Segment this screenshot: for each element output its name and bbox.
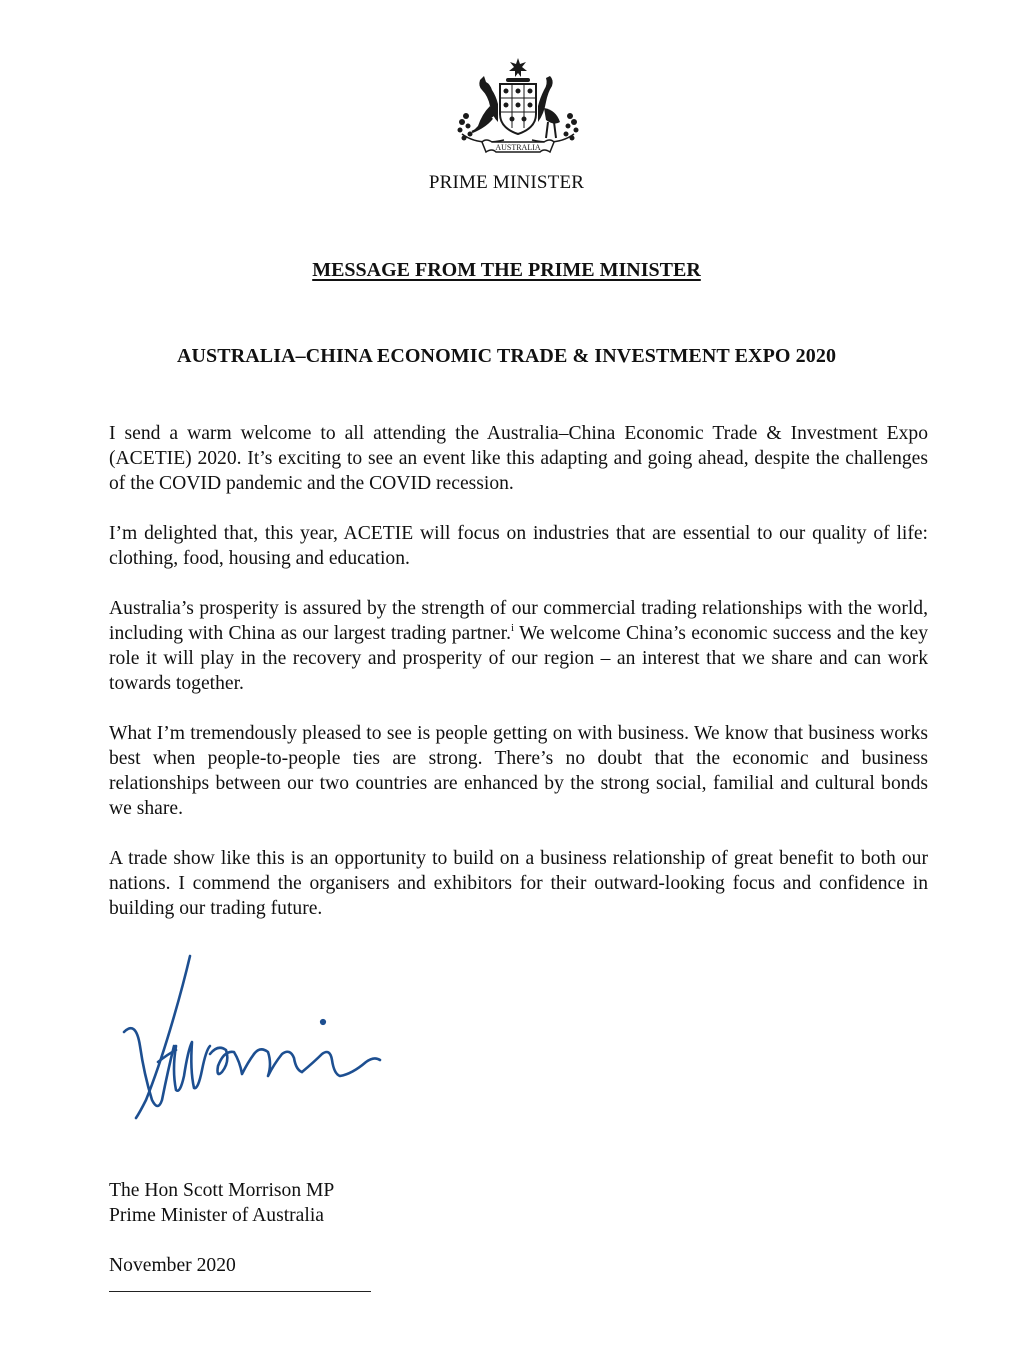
signoff-block (109, 1178, 334, 1228)
paragraph-prosperity-part-1: Australia’s prosperity is assured by the strength of our commercial trading relationships with the world, including with China as our largest trading partner. (109, 598, 928, 644)
paragraph-business: What I’m tremendously pleased to see is people getting on with business. We know that business works best when people-to-people ties are strong. There’s no doubt that the economic and business relationships between our two countries are enhanced by the strong social, familial and cultural bonds we share. (109, 723, 928, 819)
paragraph-industries: I’m delighted that, this year, ACETIE will focus on industries that are essential to our quality of life: clothing, food, housing and education. (109, 523, 928, 569)
paragraph-prosperity (109, 596, 928, 696)
paragraph-prosperity-part-2: We welcome China’s economic success and the key role it will play in the recovery and prosperity of our region – an interest that we share and can work towards together. (109, 623, 928, 694)
signatory-title: Prime Minister of Australia (109, 1205, 324, 1226)
handwritten-signature-icon (118, 950, 388, 1125)
office-title: PRIME MINISTER (428, 172, 585, 193)
footnote-divider (109, 1291, 371, 1292)
letter-date: November 2020 (109, 1255, 236, 1276)
crest-ribbon-text: AUSTRALIA (495, 143, 541, 152)
event-title: AUSTRALIA–CHINA ECONOMIC TRADE & INVESTMENT EXPO 2020 (176, 345, 837, 367)
paragraph-welcome: I send a warm welcome to all attending the Australia–China Economic Trade & Investment Expo (ACETIE) 2020. It’s exciting to see an event like this adapting and going ahead, despite the challenges of the COVID pandemic and the COVID recession. (109, 423, 928, 494)
coat-of-arms-icon (448, 56, 588, 162)
document-heading: MESSAGE FROM THE PRIME MINISTER (312, 259, 701, 281)
footnote-marker: i (511, 622, 515, 634)
paragraph-trade-show: A trade show like this is an opportunity to build on a business relationship of great benefit to both our nations. I commend the organisers and exhibitors for their outward-looking focus and confidence in building our trading future. (109, 848, 928, 919)
signatory-name: The Hon Scott Morrison MP (109, 1180, 335, 1201)
letter-body (109, 421, 928, 946)
